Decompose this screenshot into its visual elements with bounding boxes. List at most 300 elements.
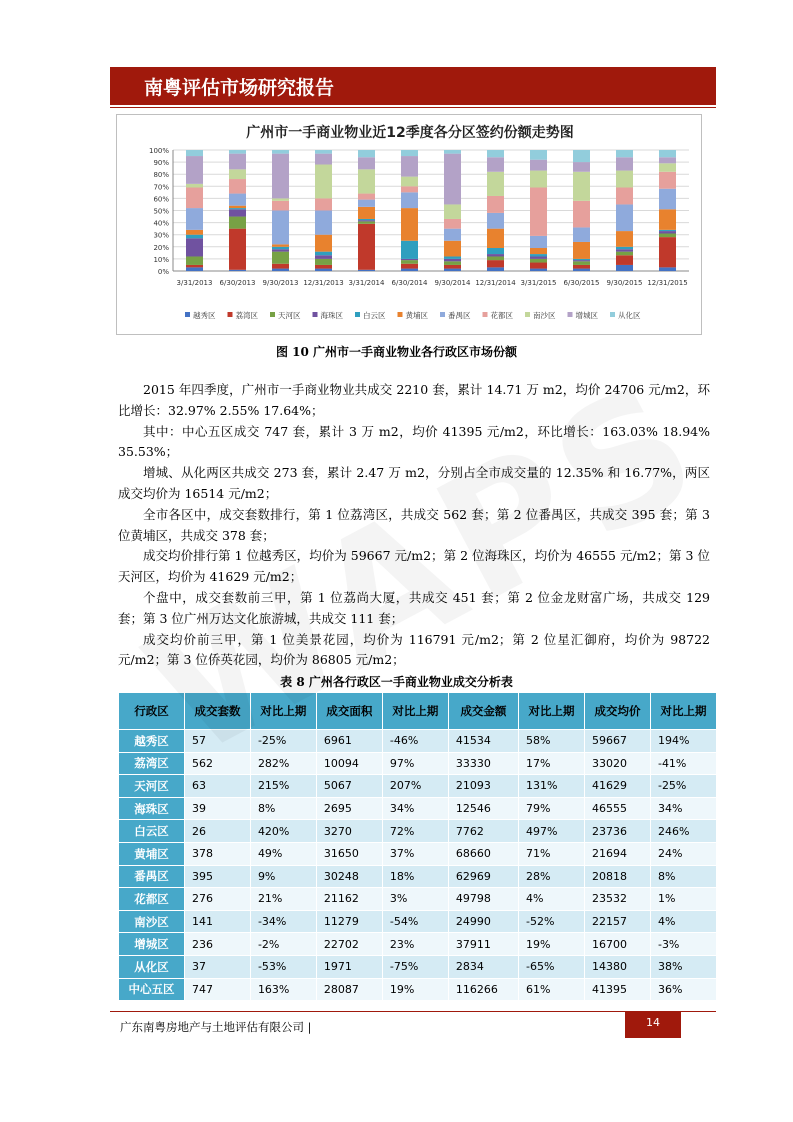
table-cell: 8% [650, 865, 716, 888]
bar-segment [358, 219, 375, 220]
table-cell: 79% [519, 797, 585, 820]
table-cell: 497% [519, 820, 585, 843]
x-tick-label: 6/30/2015 [563, 279, 600, 287]
bar-segment [358, 220, 375, 221]
table-row [119, 978, 717, 1001]
table-cell: 12546 [448, 797, 518, 820]
bar-segment [573, 269, 590, 271]
bar-segment [401, 177, 418, 187]
table-cell: 378 [184, 842, 250, 865]
bar-segment [315, 265, 332, 269]
legend-swatch [355, 312, 360, 317]
x-tick-label: 12/31/2013 [303, 279, 344, 287]
table-cell: 49% [250, 842, 316, 865]
bar-segment [530, 254, 547, 256]
district-name-cell: 黄埔区 [119, 842, 185, 865]
table-cell: 1% [650, 888, 716, 911]
table-cell: -3% [650, 933, 716, 956]
column-header: 成交面积 [316, 693, 382, 730]
bar-segment [530, 160, 547, 171]
bar-segment [530, 259, 547, 263]
bar-segment [186, 265, 203, 267]
table-cell: 21093 [448, 775, 518, 798]
table-cell: 16700 [585, 933, 651, 956]
table-cell: 5067 [316, 775, 382, 798]
table-cell: 747 [184, 978, 250, 1001]
bar-segment [487, 248, 504, 254]
table-cell: 22702 [316, 933, 382, 956]
table-cell: 38% [650, 955, 716, 978]
bar-segment [401, 259, 418, 260]
y-tick-label: 70% [153, 183, 169, 192]
bar-segment [229, 208, 246, 209]
district-name-cell: 海珠区 [119, 797, 185, 820]
table-row [119, 933, 717, 956]
bar-segment [444, 229, 461, 241]
bar-segment [573, 227, 590, 242]
table-cell: 72% [382, 820, 448, 843]
stacked-bar-chart [117, 115, 703, 336]
table-cell: 3270 [316, 820, 382, 843]
bar-segment [358, 207, 375, 219]
paragraph: 增城、从化两区共成交 273 套，累计 2.47 万 m2，分别占全市成交量的 12.35% 和 16.77%，两区成交均价为 16514 元/m2； [118, 465, 710, 501]
bar-segment [659, 230, 676, 231]
bar-segment [530, 248, 547, 254]
paragraph: 成交均价排行第 1 位越秀区，均价为 59667 元/m2；第 2 位海珠区，均价为 46555 元/m2；第 3 位天河区，均价为 41629 元/m2； [118, 548, 710, 585]
bar-segment [358, 157, 375, 169]
table-cell: 68660 [448, 842, 518, 865]
x-tick-label: 12/31/2015 [647, 279, 688, 287]
y-tick-label: 10% [153, 255, 169, 264]
bar-segment [573, 259, 590, 260]
column-header: 行政区 [119, 693, 185, 730]
bar-segment [315, 165, 332, 199]
paragraph: 全市各区中，成交套数排行，第 1 位荔湾区，共成交 562 套；第 2 位番禺区，共成交 395 套；第 3 位黄埔区，共成交 378 套； [118, 506, 710, 543]
bar-segment [229, 270, 246, 271]
x-tick-label: 3/31/2013 [176, 279, 213, 287]
bar-segment [616, 255, 633, 265]
bar-segment [186, 156, 203, 184]
column-header: 成交金额 [448, 693, 518, 730]
bar-segment [358, 169, 375, 193]
table-cell: 37% [382, 842, 448, 865]
legend-swatch [228, 312, 233, 317]
bar-segment [315, 252, 332, 256]
column-header: 对比上期 [650, 693, 716, 730]
bar-segment [487, 267, 504, 271]
bar-segment [315, 235, 332, 252]
table-cell: 28087 [316, 978, 382, 1001]
table-row [119, 888, 717, 911]
bar-segment [229, 206, 246, 208]
table-cell: 23736 [585, 820, 651, 843]
table-cell: 7762 [448, 820, 518, 843]
legend-label: 海珠区 [320, 311, 343, 320]
table-cell: 163% [250, 978, 316, 1001]
table-row [119, 842, 717, 865]
legend-label: 白云区 [363, 311, 386, 320]
x-tick-label: 6/30/2014 [391, 279, 428, 287]
bar-segment [659, 157, 676, 163]
bar-segment [186, 235, 203, 239]
bar-segment [229, 194, 246, 206]
bar-segment [444, 265, 461, 269]
bar-segment [358, 150, 375, 157]
bar-segment [487, 254, 504, 256]
page-number: 14 [625, 1011, 681, 1038]
figure-caption: 图 10 广州市一手商业物业各行政区市场份额 [275, 345, 518, 359]
bar-segment [659, 150, 676, 157]
table-cell: 59667 [585, 730, 651, 753]
table-cell: 71% [519, 842, 585, 865]
bar-segment [530, 269, 547, 271]
table-cell: 562 [184, 752, 250, 775]
y-tick-label: 40% [153, 219, 169, 228]
bar-segment [315, 198, 332, 210]
bar-segment [401, 264, 418, 269]
bar-segment [186, 150, 203, 156]
bar-segment [616, 204, 633, 231]
bar-segment [272, 269, 289, 271]
bar-segment [315, 255, 332, 259]
bar-segment [487, 157, 504, 172]
column-header: 成交套数 [184, 693, 250, 730]
bar-segment [401, 150, 418, 156]
bar-segment [229, 154, 246, 170]
column-header: 成交均价 [585, 693, 651, 730]
table-cell: 41534 [448, 730, 518, 753]
bar-segment [315, 211, 332, 235]
bar-segment [229, 229, 246, 270]
bar-segment [401, 241, 418, 259]
table-cell: 24990 [448, 910, 518, 933]
bar-segment [487, 172, 504, 196]
table-cell: 282% [250, 752, 316, 775]
bar-segment [229, 169, 246, 179]
table-cell: 41395 [585, 978, 651, 1001]
table-cell: 21694 [585, 842, 651, 865]
table-cell: 49798 [448, 888, 518, 911]
y-tick-label: 0% [157, 268, 169, 276]
bar-segment [487, 213, 504, 229]
table-cell: 57 [184, 730, 250, 753]
x-tick-label: 9/30/2014 [434, 279, 471, 287]
bar-segment [530, 150, 547, 160]
table-cell: 41629 [585, 775, 651, 798]
legend-swatch [398, 312, 403, 317]
paragraph: 成交均价前三甲，第 1 位美景花园，均价为 116791 元/m2；第 2 位星汇御府，均价为 98722 元/m2；第 3 位侨英花园，均价为 86805 元/m2； [118, 631, 710, 668]
district-name-cell: 南沙区 [119, 910, 185, 933]
bar-segment [616, 247, 633, 249]
bar-segment [401, 269, 418, 271]
legend-swatch [270, 312, 275, 317]
bar-segment [444, 204, 461, 219]
bar-segment [530, 171, 547, 188]
table-cell: 33020 [585, 752, 651, 775]
legend-label: 从化区 [618, 311, 641, 320]
bar-segment [186, 208, 203, 230]
bar-segment [487, 260, 504, 267]
bar-segment [444, 269, 461, 271]
table-cell: 4% [519, 888, 585, 911]
bar-segment [573, 261, 590, 265]
bar-segment [358, 200, 375, 207]
table-cell: 37 [184, 955, 250, 978]
table-cell: 9% [250, 865, 316, 888]
table-cell: 6961 [316, 730, 382, 753]
table-cell: 1971 [316, 955, 382, 978]
table-row [119, 820, 717, 843]
legend-swatch [440, 312, 445, 317]
bar-segment [272, 198, 289, 200]
table-cell: 4% [650, 910, 716, 933]
legend-swatch [568, 312, 573, 317]
table-cell: 10094 [316, 752, 382, 775]
table-cell: 19% [382, 978, 448, 1001]
bar-segment [573, 242, 590, 259]
table-cell: 26 [184, 820, 250, 843]
bar-segment [186, 188, 203, 209]
bar-segment [401, 208, 418, 241]
legend-label: 荔湾区 [235, 311, 258, 320]
table-cell: 18% [382, 865, 448, 888]
district-name-cell: 荔湾区 [119, 752, 185, 775]
table-cell: 131% [519, 775, 585, 798]
footer-company: 广东南粤房地产与土地评估有限公司 | [120, 1020, 312, 1034]
bar-segment [573, 201, 590, 228]
bar-segment [229, 150, 246, 154]
legend-label: 黄埔区 [405, 311, 428, 320]
table-cell: -25% [650, 775, 716, 798]
table-cell: 116266 [448, 978, 518, 1001]
table-cell: -54% [382, 910, 448, 933]
legend-label: 南沙区 [533, 311, 556, 320]
column-header: 对比上期 [519, 693, 585, 730]
bar-segment [444, 150, 461, 154]
table-cell: 61% [519, 978, 585, 1001]
y-tick-label: 20% [153, 243, 169, 252]
bar-segment [444, 154, 461, 205]
bar-segment [401, 260, 418, 264]
table-cell: 8% [250, 797, 316, 820]
bar-segment [659, 172, 676, 189]
table-cell: -34% [250, 910, 316, 933]
bar-segment [616, 265, 633, 271]
table-cell: 24% [650, 842, 716, 865]
bar-segment [444, 241, 461, 257]
bar-segment [659, 189, 676, 210]
table-cell: 2695 [316, 797, 382, 820]
bar-segment [444, 256, 461, 258]
district-name-cell: 越秀区 [119, 730, 185, 753]
table-caption: 表 8 广州各行政区一手商业物业成交分析表 [280, 675, 513, 689]
bar-segment [444, 259, 461, 261]
y-tick-label: 50% [153, 207, 169, 216]
bar-segment [616, 171, 633, 188]
bar-segment [616, 150, 633, 157]
table-cell: 39 [184, 797, 250, 820]
bar-segment [315, 154, 332, 165]
legend-label: 天河区 [278, 311, 301, 320]
legend-swatch [185, 312, 190, 317]
report-title: 南粤评估市场研究报告 [144, 77, 335, 99]
bar-segment [272, 249, 289, 251]
bar-segment [272, 211, 289, 245]
table-cell: 63 [184, 775, 250, 798]
bar-segment [659, 267, 676, 271]
bar-segment [573, 172, 590, 201]
bar-segment [573, 150, 590, 162]
bar-segment [487, 150, 504, 157]
bar-segment [358, 270, 375, 271]
table-cell: 215% [250, 775, 316, 798]
bar-segment [659, 231, 676, 233]
table-cell: 97% [382, 752, 448, 775]
bar-segment [616, 231, 633, 247]
bar-segment [487, 256, 504, 260]
table-cell: -53% [250, 955, 316, 978]
x-tick-label: 6/30/2013 [219, 279, 256, 287]
table-cell: 34% [382, 797, 448, 820]
bar-segment [530, 188, 547, 236]
table-cell: -65% [519, 955, 585, 978]
bar-segment [659, 163, 676, 171]
table-cell: -25% [250, 730, 316, 753]
bar-segment [315, 259, 332, 265]
y-tick-label: 100% [148, 147, 169, 155]
bar-segment [315, 150, 332, 154]
bar-segment [573, 260, 590, 261]
table-cell: 17% [519, 752, 585, 775]
paragraph: 其中：中心五区成交 747 套，累计 3 万 m2，均价 41395 元/m2，环比增长：163.03% 18.94% 35.53%； [118, 423, 710, 460]
bar-segment [444, 219, 461, 229]
table-cell: 11279 [316, 910, 382, 933]
bar-segment [444, 261, 461, 265]
table-row [119, 910, 717, 933]
table-cell: 30248 [316, 865, 382, 888]
bar-segment [229, 217, 246, 229]
bar-segment [272, 264, 289, 269]
bar-segment [229, 209, 246, 216]
x-tick-label: 3/31/2014 [348, 279, 385, 287]
district-name-cell: 增城区 [119, 933, 185, 956]
x-tick-label: 9/30/2015 [606, 279, 643, 287]
district-name-cell: 从化区 [119, 955, 185, 978]
district-name-cell: 花都区 [119, 888, 185, 911]
x-tick-label: 12/31/2014 [475, 279, 516, 287]
bar-segment [616, 188, 633, 205]
table-cell: 28% [519, 865, 585, 888]
legend-swatch [525, 312, 530, 317]
legend-label: 花都区 [490, 311, 513, 320]
bar-segment [186, 184, 203, 188]
legend-swatch [483, 312, 488, 317]
column-header: 对比上期 [382, 693, 448, 730]
table-cell: 31650 [316, 842, 382, 865]
bar-segment [272, 150, 289, 154]
district-name-cell: 白云区 [119, 820, 185, 843]
table-cell: 34% [650, 797, 716, 820]
legend-swatch [610, 312, 615, 317]
paragraph: 2015 年四季度，广州市一手商业物业共成交 2210 套，累计 14.71 万 m2，均价 24706 元/m2，环比增长：32.97% 2.55% 17.64%； [118, 382, 710, 418]
bar-segment [358, 194, 375, 200]
bar-segment [401, 192, 418, 208]
bar-segment [487, 196, 504, 213]
bar-segment [659, 209, 676, 230]
bar-segment [272, 252, 289, 264]
bar-segment [573, 162, 590, 172]
table-cell: -52% [519, 910, 585, 933]
y-tick-label: 90% [153, 159, 169, 168]
x-tick-label: 9/30/2013 [262, 279, 299, 287]
x-tick-label: 3/31/2015 [520, 279, 557, 287]
bar-segment [272, 201, 289, 211]
legend-label: 番禺区 [448, 311, 471, 320]
table-row [119, 797, 717, 820]
table-cell: 46555 [585, 797, 651, 820]
table-cell: 22157 [585, 910, 651, 933]
y-tick-label: 30% [153, 231, 169, 240]
bar-segment [315, 269, 332, 271]
district-name-cell: 番禺区 [119, 865, 185, 888]
chart-frame [116, 114, 702, 335]
bar-segment [616, 157, 633, 170]
bar-segment [573, 265, 590, 269]
bar-segment [358, 224, 375, 270]
table-cell: 141 [184, 910, 250, 933]
table-cell: -46% [382, 730, 448, 753]
table-cell: 62969 [448, 865, 518, 888]
table-cell: 20818 [585, 865, 651, 888]
district-name-cell: 天河区 [119, 775, 185, 798]
y-tick-label: 60% [153, 195, 169, 204]
bar-segment [487, 229, 504, 248]
table-cell: 19% [519, 933, 585, 956]
bar-segment [186, 238, 203, 256]
bar-segment [186, 267, 203, 271]
table-row [119, 955, 717, 978]
bar-segment [530, 236, 547, 248]
table-cell: 58% [519, 730, 585, 753]
table-cell: 2834 [448, 955, 518, 978]
bar-segment [530, 256, 547, 258]
table-cell: 36% [650, 978, 716, 1001]
y-tick-label: 80% [153, 171, 169, 180]
chart-title: 广州市一手商业物业近12季度各分区签约份额走势图 [246, 125, 574, 141]
table-cell: 21162 [316, 888, 382, 911]
legend-swatch [313, 312, 318, 317]
bar-segment [186, 256, 203, 264]
bar-segment [272, 244, 289, 246]
table-cell: 276 [184, 888, 250, 911]
column-header: 对比上期 [250, 693, 316, 730]
table-cell: -41% [650, 752, 716, 775]
table-cell: 21% [250, 888, 316, 911]
table-cell: 420% [250, 820, 316, 843]
bar-segment [659, 233, 676, 237]
bar-segment [401, 186, 418, 192]
bar-segment [616, 252, 633, 256]
table-row [119, 865, 717, 888]
bar-segment [272, 154, 289, 199]
table-cell: 14380 [585, 955, 651, 978]
table-cell: 23532 [585, 888, 651, 911]
bar-segment [530, 263, 547, 269]
bar-segment [272, 247, 289, 249]
table-cell: 236 [184, 933, 250, 956]
district-name-cell: 中心五区 [119, 978, 185, 1001]
table-cell: 246% [650, 820, 716, 843]
